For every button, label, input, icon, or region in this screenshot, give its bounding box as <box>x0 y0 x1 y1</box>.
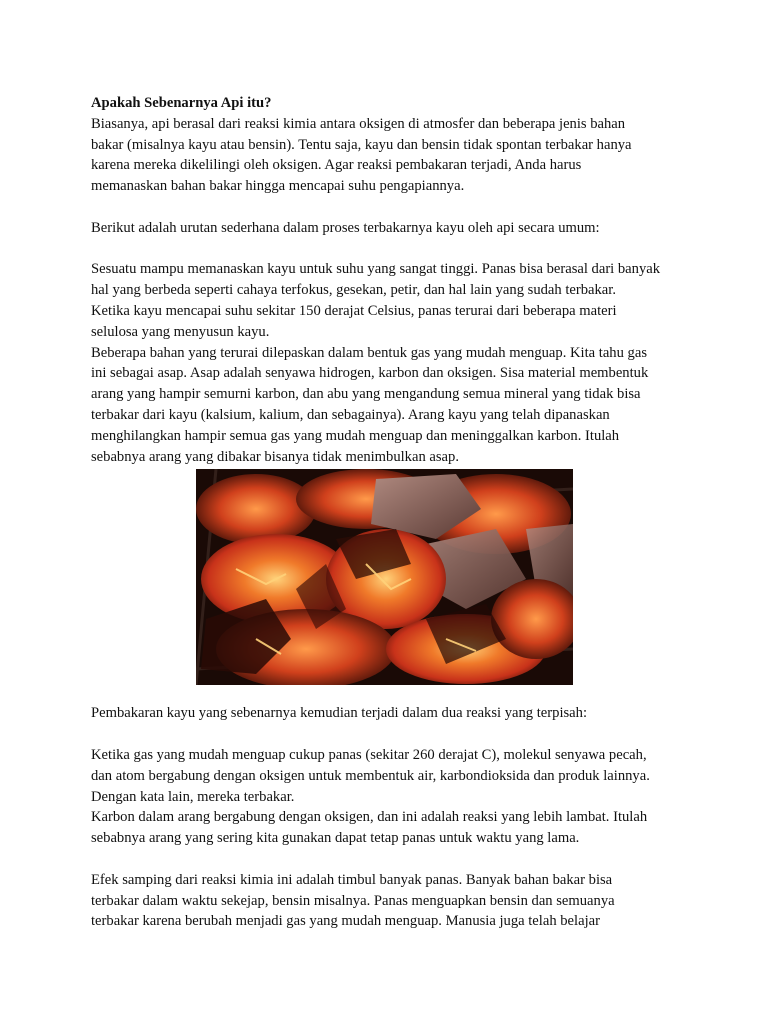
text-line: arang yang hampir semurni karbon, dan abu yang mengandung semua mineral yang tidak bisa <box>91 386 641 403</box>
text-line: bakar (misalnya kayu atau bensin). Tentu saja, kayu dan bensin tidak spontan terbakar hanya <box>91 136 632 153</box>
text-line: menghilangkan hampir semua gas yang mudah menguap dan meninggalkan karbon. Itulah <box>91 427 620 444</box>
text-line: sebabnya arang yang sering kita gunakan dapat tetap panas untuk waktu yang lama. <box>91 830 580 847</box>
text-line: ini sebagai asap. Asap adalah senyawa hidrogen, karbon dan oksigen. Sisa material membentuk <box>91 365 649 382</box>
spacer <box>91 724 691 745</box>
text-line: terbakar dalam waktu sekejap, bensin misalnya. Panas menguapkan bensin dan semuanya <box>91 892 615 909</box>
text-line: Karbon dalam arang bergabung dengan oksigen, dan ini adalah reaksi yang lebih lambat. Itulah <box>91 809 648 826</box>
text-line: Efek samping dari reaksi kimia ini adalah timbul banyak panas. Banyak bahan bakar bisa <box>91 871 613 888</box>
text-line: Berikut adalah urutan sederhana dalam proses terbakarnya kayu oleh api secara umum: <box>91 219 600 236</box>
text-line: Ketika gas yang mudah menguap cukup panas (sekitar 260 derajat C), molekul senyawa pecah, <box>91 746 647 763</box>
charcoal-embers-image <box>196 469 573 685</box>
text-line: Beberapa bahan yang terurai dilepaskan dalam bentuk gas yang mudah menguap. Kita tahu gas <box>91 344 647 361</box>
document-page <box>91 93 691 932</box>
spacer <box>91 239 691 260</box>
text-line: selulosa yang menyusun kayu. <box>91 323 270 340</box>
text-line: Sesuatu mampu memanaskan kayu untuk suhu yang sangat tinggi. Panas bisa berasal dari banyak <box>91 261 661 278</box>
spacer <box>91 849 691 870</box>
paragraph-1 <box>91 114 691 197</box>
text-line: terbakar karena berubah menjadi gas yang mudah menguap. Manusia juga telah belajar <box>91 913 600 930</box>
paragraph-2 <box>91 218 691 239</box>
text-line: Pembakaran kayu yang sebenarnya kemudian terjadi dalam dua reaksi yang terpisah: <box>91 705 588 722</box>
paragraph-3 <box>91 259 691 467</box>
text-line: Dengan kata lain, mereka terbakar. <box>91 788 295 805</box>
text-line: Ketika kayu mencapai suhu sekitar 150 derajat Celsius, panas terurai dari beberapa materi <box>91 302 617 319</box>
paragraph-6 <box>91 870 691 932</box>
text-line: dan atom bergabung dengan oksigen untuk membentuk air, karbondioksida dan produk lainnya. <box>91 767 650 784</box>
text-line: hal yang berbeda seperti cahaya terfokus, gesekan, petir, dan hal lain yang sudah terbakar. <box>91 282 616 299</box>
text-line: sebabnya arang yang dibakar bisanya tidak menimbulkan asap. <box>91 448 459 465</box>
text-line: terbakar dari kayu (kalsium, kalium, dan sebagainya). Arang kayu yang telah dipanaskan <box>91 406 610 423</box>
text-line: Biasanya, api berasal dari reaksi kimia antara oksigen di atmosfer dan beberapa jenis bahan <box>91 115 626 132</box>
document-title: Apakah Sebenarnya Api itu? <box>91 95 272 111</box>
text-line: karena mereka dikelilingi oleh oksigen. Agar reaksi pembakaran terjadi, Anda harus <box>91 157 582 174</box>
spacer <box>91 197 691 218</box>
paragraph-4 <box>91 703 691 724</box>
paragraph-5 <box>91 745 691 849</box>
embers-illustration <box>196 469 573 685</box>
text-line: memanaskan bahan bakar hingga mencapai suhu pengapiannya. <box>91 178 465 195</box>
